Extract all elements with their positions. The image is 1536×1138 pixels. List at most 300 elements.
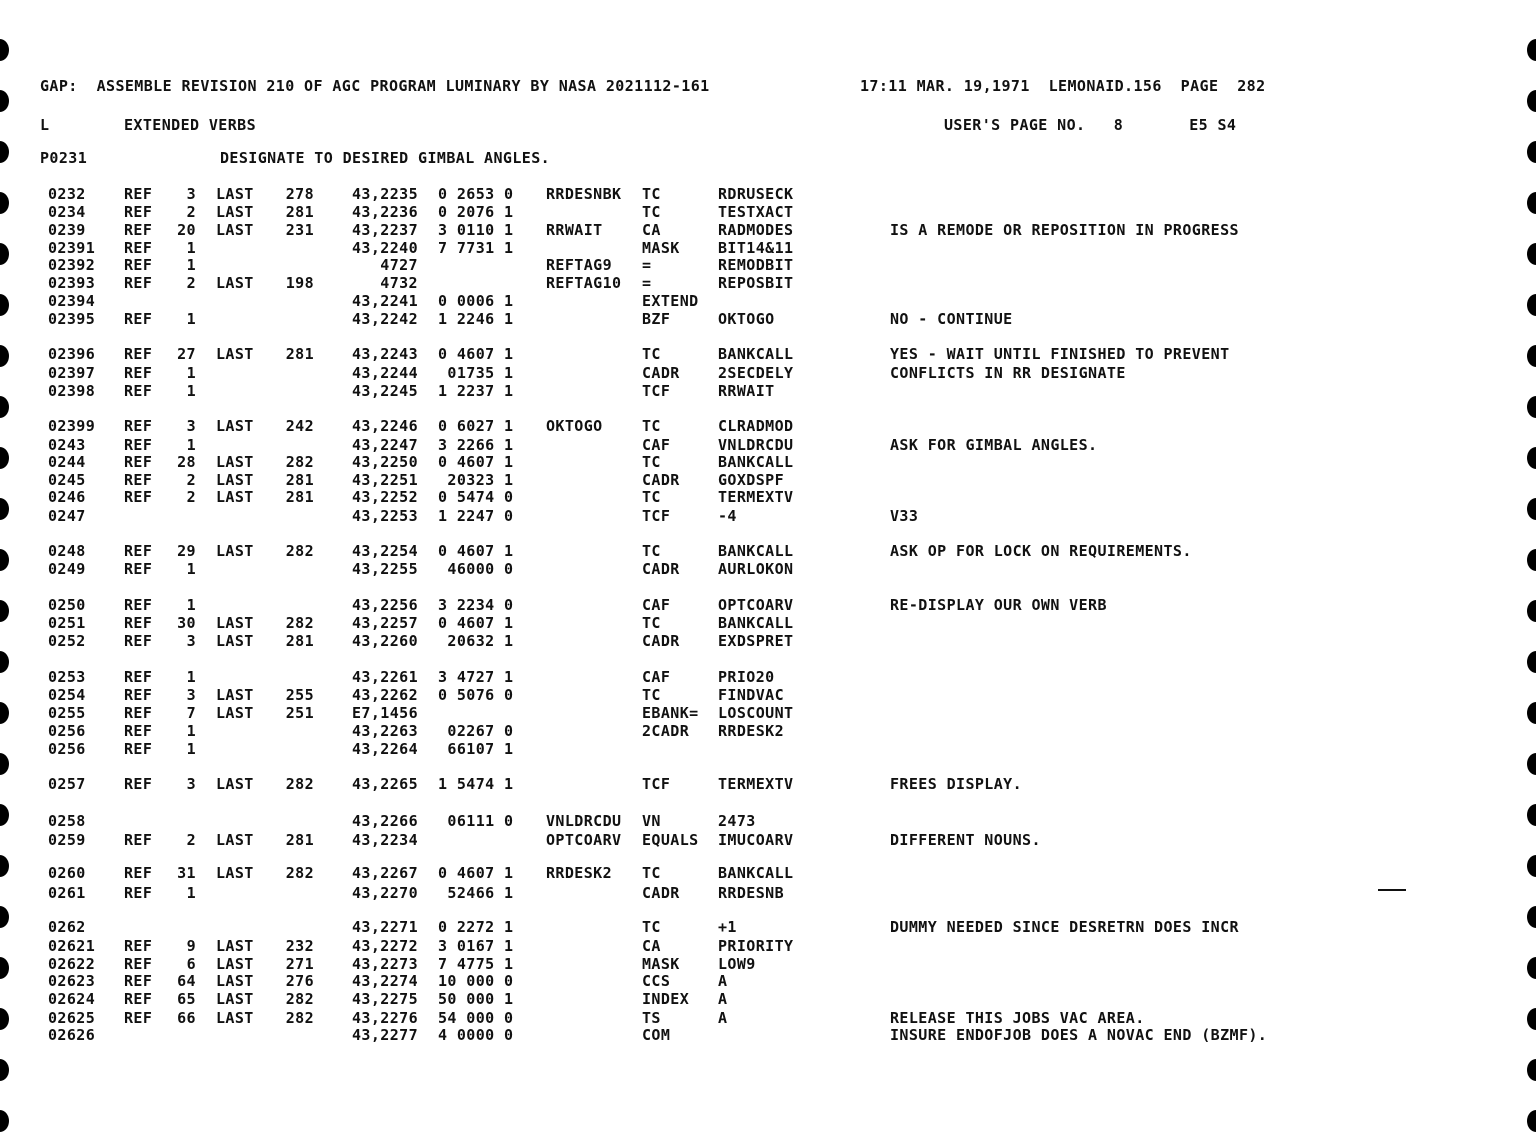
last-line: 231 bbox=[285, 221, 314, 239]
octal-code: 7 4775 1 bbox=[438, 955, 514, 973]
address: 43,2275 bbox=[351, 990, 418, 1008]
listing-row bbox=[0, 185, 1536, 203]
opcode: TC bbox=[642, 864, 661, 882]
octal-code: 0 4607 1 bbox=[438, 864, 514, 882]
line-number: 0234 bbox=[48, 203, 86, 221]
operand: AURLOKON bbox=[718, 560, 794, 578]
opcode: CA bbox=[642, 221, 661, 239]
opcode: TCF bbox=[642, 507, 671, 525]
octal-code: 3 0110 1 bbox=[438, 221, 514, 239]
opcode: CADR bbox=[642, 471, 680, 489]
address: 43,2255 bbox=[351, 560, 418, 578]
operand: VNLDRCDU bbox=[718, 436, 794, 454]
opcode: CADR bbox=[642, 364, 680, 382]
opcode: = bbox=[642, 274, 652, 292]
operand: BANKCALL bbox=[718, 614, 794, 632]
line-number: 02626 bbox=[48, 1026, 96, 1044]
octal-code: 0 2272 1 bbox=[438, 918, 514, 936]
label: OPTCOARV bbox=[546, 831, 622, 849]
octal-code: 06111 0 bbox=[438, 812, 514, 830]
address: 43,2257 bbox=[351, 614, 418, 632]
last-keyword: LAST bbox=[216, 542, 254, 560]
listing-timestamp-page: 17:11 MAR. 19,1971 LEMONAID.156 PAGE 282 bbox=[860, 77, 1266, 95]
ref-count: 2 bbox=[186, 471, 196, 489]
opcode: EXTEND bbox=[642, 292, 699, 310]
ref-keyword: REF bbox=[124, 937, 153, 955]
line-number: 02393 bbox=[48, 274, 96, 292]
last-line: 255 bbox=[285, 686, 314, 704]
line-number: 0246 bbox=[48, 488, 86, 506]
listing-row bbox=[0, 488, 1536, 506]
opcode: BZF bbox=[642, 310, 671, 328]
ref-count: 1 bbox=[186, 310, 196, 328]
last-line: 281 bbox=[285, 831, 314, 849]
opcode: 2CADR bbox=[642, 722, 690, 740]
ref-keyword: REF bbox=[124, 256, 153, 274]
opcode: VN bbox=[642, 812, 661, 830]
listing-row bbox=[0, 812, 1536, 830]
last-keyword: LAST bbox=[216, 704, 254, 722]
ref-keyword: REF bbox=[124, 614, 153, 632]
octal-code: 20632 1 bbox=[438, 632, 514, 650]
octal-code: 50 000 1 bbox=[438, 990, 514, 1008]
listing-row bbox=[0, 596, 1536, 614]
feed-hole bbox=[0, 141, 9, 163]
operand: RRWAIT bbox=[718, 382, 775, 400]
feed-hole bbox=[1527, 39, 1536, 61]
listing-row bbox=[0, 239, 1536, 257]
line-number: 02397 bbox=[48, 364, 96, 382]
ref-keyword: REF bbox=[124, 704, 153, 722]
feed-hole bbox=[0, 1059, 9, 1081]
ref-count: 7 bbox=[186, 704, 196, 722]
feed-hole bbox=[0, 39, 9, 61]
ref-count: 30 bbox=[177, 614, 196, 632]
ref-keyword: REF bbox=[124, 345, 153, 363]
line-number: 0243 bbox=[48, 436, 86, 454]
line-number: 02625 bbox=[48, 1009, 96, 1027]
last-line: 281 bbox=[285, 471, 314, 489]
line-number: 0232 bbox=[48, 185, 86, 203]
operand: RRDESK2 bbox=[718, 722, 785, 740]
ref-count: 3 bbox=[186, 185, 196, 203]
ref-keyword: REF bbox=[124, 632, 153, 650]
address: 43,2247 bbox=[351, 436, 418, 454]
octal-code: 10 000 0 bbox=[438, 972, 514, 990]
address: 43,2235 bbox=[351, 185, 418, 203]
line-number: 0250 bbox=[48, 596, 86, 614]
operand: BANKCALL bbox=[718, 542, 794, 560]
last-keyword: LAST bbox=[216, 955, 254, 973]
opcode: EBANK= bbox=[642, 704, 699, 722]
last-keyword: LAST bbox=[216, 686, 254, 704]
line-number: 02623 bbox=[48, 972, 96, 990]
line-number: 0254 bbox=[48, 686, 86, 704]
operand: BANKCALL bbox=[718, 453, 794, 471]
last-line: 232 bbox=[285, 937, 314, 955]
address: 43,2272 bbox=[351, 937, 418, 955]
line-number: 02396 bbox=[48, 345, 96, 363]
operand: A bbox=[718, 972, 728, 990]
address: 43,2253 bbox=[351, 507, 418, 525]
feed-hole bbox=[1527, 90, 1536, 112]
octal-code: 52466 1 bbox=[438, 884, 514, 902]
last-line: 278 bbox=[285, 185, 314, 203]
octal-code: 66107 1 bbox=[438, 740, 514, 758]
last-keyword: LAST bbox=[216, 831, 254, 849]
last-line: 198 bbox=[285, 274, 314, 292]
octal-code: 3 2266 1 bbox=[438, 436, 514, 454]
ref-keyword: REF bbox=[124, 668, 153, 686]
last-keyword: LAST bbox=[216, 417, 254, 435]
ref-count: 2 bbox=[186, 831, 196, 849]
ref-keyword: REF bbox=[124, 417, 153, 435]
listing-row bbox=[0, 632, 1536, 650]
ref-count: 3 bbox=[186, 632, 196, 650]
address: 43,2273 bbox=[351, 955, 418, 973]
address: 43,2251 bbox=[351, 471, 418, 489]
comment: ASK OP FOR LOCK ON REQUIREMENTS. bbox=[890, 542, 1192, 560]
ref-keyword: REF bbox=[124, 239, 153, 257]
opcode: TC bbox=[642, 614, 661, 632]
ref-keyword: REF bbox=[124, 990, 153, 1008]
last-line: 282 bbox=[285, 990, 314, 1008]
operand: PRIO20 bbox=[718, 668, 775, 686]
listing-row bbox=[0, 345, 1536, 363]
ref-keyword: REF bbox=[124, 310, 153, 328]
listing-row bbox=[0, 471, 1536, 489]
operand: +1 bbox=[718, 918, 737, 936]
label: VNLDRCDU bbox=[546, 812, 622, 830]
ref-count: 27 bbox=[177, 345, 196, 363]
octal-code: 02267 0 bbox=[438, 722, 514, 740]
operand: IMUCOARV bbox=[718, 831, 794, 849]
operand: 2SECDELY bbox=[718, 364, 794, 382]
opcode: MASK bbox=[642, 239, 680, 257]
opcode: COM bbox=[642, 1026, 671, 1044]
ref-count: 1 bbox=[186, 596, 196, 614]
listing-row bbox=[0, 972, 1536, 990]
last-keyword: LAST bbox=[216, 937, 254, 955]
last-keyword: LAST bbox=[216, 471, 254, 489]
listing-row bbox=[0, 274, 1536, 292]
listing-row bbox=[0, 918, 1536, 936]
last-line: 282 bbox=[285, 614, 314, 632]
line-number: 02391 bbox=[48, 239, 96, 257]
ref-count: 1 bbox=[186, 740, 196, 758]
last-keyword: LAST bbox=[216, 775, 254, 793]
operand: GOXDSPF bbox=[718, 471, 785, 489]
opcode: INDEX bbox=[642, 990, 690, 1008]
octal-code: 0 6027 1 bbox=[438, 417, 514, 435]
opcode: CAF bbox=[642, 668, 671, 686]
comment: FREES DISPLAY. bbox=[890, 775, 1023, 793]
operand: LOW9 bbox=[718, 955, 756, 973]
octal-code: 7 7731 1 bbox=[438, 239, 514, 257]
ref-keyword: REF bbox=[124, 1009, 153, 1027]
address: 43,2270 bbox=[351, 884, 418, 902]
ref-count: 1 bbox=[186, 884, 196, 902]
ref-keyword: REF bbox=[124, 560, 153, 578]
ref-count: 1 bbox=[186, 364, 196, 382]
line-number: 02621 bbox=[48, 937, 96, 955]
listing-row bbox=[0, 310, 1536, 328]
comment: RE-DISPLAY OUR OWN VERB bbox=[890, 596, 1107, 614]
listing-row bbox=[0, 542, 1536, 560]
octal-code: 1 2247 0 bbox=[438, 507, 514, 525]
octal-code: 0 0006 1 bbox=[438, 292, 514, 310]
ref-count: 28 bbox=[177, 453, 196, 471]
opcode: CAF bbox=[642, 436, 671, 454]
octal-code: 20323 1 bbox=[438, 471, 514, 489]
operand: RRDESNB bbox=[718, 884, 785, 902]
operand: TERMEXTV bbox=[718, 775, 794, 793]
address: 4732 bbox=[380, 274, 418, 292]
comment: NO - CONTINUE bbox=[890, 310, 1013, 328]
listing-header: GAP: ASSEMBLE REVISION 210 OF AGC PROGRAM LUMINARY BY NASA 2021112-161 bbox=[40, 77, 710, 95]
listing-row bbox=[0, 417, 1536, 435]
operand: OKTOGO bbox=[718, 310, 775, 328]
octal-code: 0 4607 1 bbox=[438, 614, 514, 632]
opcode: TC bbox=[642, 345, 661, 363]
line-number: 0252 bbox=[48, 632, 86, 650]
operand: TERMEXTV bbox=[718, 488, 794, 506]
feed-hole bbox=[1527, 141, 1536, 163]
opcode: CA bbox=[642, 937, 661, 955]
last-keyword: LAST bbox=[216, 864, 254, 882]
opcode: TC bbox=[642, 203, 661, 221]
line-number: 0257 bbox=[48, 775, 86, 793]
line-number: 0258 bbox=[48, 812, 86, 830]
address: 43,2237 bbox=[351, 221, 418, 239]
ref-keyword: REF bbox=[124, 740, 153, 758]
address: 43,2267 bbox=[351, 864, 418, 882]
address: 43,2240 bbox=[351, 239, 418, 257]
ref-keyword: REF bbox=[124, 722, 153, 740]
last-line: 281 bbox=[285, 345, 314, 363]
listing-row bbox=[0, 614, 1536, 632]
opcode: CADR bbox=[642, 884, 680, 902]
address: 43,2244 bbox=[351, 364, 418, 382]
last-keyword: LAST bbox=[216, 632, 254, 650]
comment: DUMMY NEEDED SINCE DESRETRN DOES INCR bbox=[890, 918, 1239, 936]
listing-row bbox=[0, 453, 1536, 471]
ref-keyword: REF bbox=[124, 955, 153, 973]
line-number: 0247 bbox=[48, 507, 86, 525]
last-line: 276 bbox=[285, 972, 314, 990]
ref-keyword: REF bbox=[124, 686, 153, 704]
last-keyword: LAST bbox=[216, 990, 254, 1008]
operand: A bbox=[718, 1009, 728, 1027]
last-keyword: LAST bbox=[216, 221, 254, 239]
operand: RDRUSECK bbox=[718, 185, 794, 203]
ref-keyword: REF bbox=[124, 884, 153, 902]
opcode: TCF bbox=[642, 382, 671, 400]
line-number: 0256 bbox=[48, 722, 86, 740]
comment: ASK FOR GIMBAL ANGLES. bbox=[890, 436, 1098, 454]
opcode: = bbox=[642, 256, 652, 274]
listing-row bbox=[0, 507, 1536, 525]
octal-code: 1 2237 1 bbox=[438, 382, 514, 400]
listing-row bbox=[0, 292, 1536, 310]
line-number: 0261 bbox=[48, 884, 86, 902]
listing-row bbox=[0, 937, 1536, 955]
label: RRDESK2 bbox=[546, 864, 613, 882]
ref-keyword: REF bbox=[124, 185, 153, 203]
operand: CLRADMOD bbox=[718, 417, 794, 435]
octal-code: 4 0000 0 bbox=[438, 1026, 514, 1044]
address: 43,2263 bbox=[351, 722, 418, 740]
listing-row bbox=[0, 560, 1536, 578]
listing-row bbox=[0, 884, 1536, 902]
last-keyword: LAST bbox=[216, 453, 254, 471]
ref-count: 1 bbox=[186, 256, 196, 274]
last-keyword: LAST bbox=[216, 185, 254, 203]
listing-subtitle: EXTENDED VERBS bbox=[124, 116, 257, 134]
opcode: TC bbox=[642, 417, 661, 435]
feed-hole bbox=[0, 90, 9, 112]
operand: 2473 bbox=[718, 812, 756, 830]
listing-row bbox=[0, 203, 1536, 221]
ref-count: 31 bbox=[177, 864, 196, 882]
opcode: TS bbox=[642, 1009, 661, 1027]
address: 43,2271 bbox=[351, 918, 418, 936]
opcode: TC bbox=[642, 918, 661, 936]
last-line: 242 bbox=[285, 417, 314, 435]
ref-count: 6 bbox=[186, 955, 196, 973]
opcode: CADR bbox=[642, 632, 680, 650]
octal-code: 3 0167 1 bbox=[438, 937, 514, 955]
octal-code: 0 4607 1 bbox=[438, 542, 514, 560]
address: 43,2265 bbox=[351, 775, 418, 793]
ref-keyword: REF bbox=[124, 203, 153, 221]
label: RRWAIT bbox=[546, 221, 603, 239]
operand: LOSCOUNT bbox=[718, 704, 794, 722]
octal-code: 0 2653 0 bbox=[438, 185, 514, 203]
address: 43,2250 bbox=[351, 453, 418, 471]
ref-count: 20 bbox=[177, 221, 196, 239]
last-keyword: LAST bbox=[216, 614, 254, 632]
octal-code: 01735 1 bbox=[438, 364, 514, 382]
comment: YES - WAIT UNTIL FINISHED TO PREVENT bbox=[890, 345, 1230, 363]
line-number: 02394 bbox=[48, 292, 96, 310]
address: 43,2264 bbox=[351, 740, 418, 758]
octal-code: 46000 0 bbox=[438, 560, 514, 578]
ref-count: 65 bbox=[177, 990, 196, 1008]
octal-code: 54 000 0 bbox=[438, 1009, 514, 1027]
opcode: CAF bbox=[642, 596, 671, 614]
label: REFTAG9 bbox=[546, 256, 613, 274]
opcode: TC bbox=[642, 542, 661, 560]
ref-count: 3 bbox=[186, 775, 196, 793]
comment: INSURE ENDOFJOB DOES A NOVAC END (BZMF). bbox=[890, 1026, 1268, 1044]
operand: REMODBIT bbox=[718, 256, 794, 274]
opcode: CADR bbox=[642, 560, 680, 578]
last-line: 281 bbox=[285, 632, 314, 650]
address: 43,2243 bbox=[351, 345, 418, 363]
ref-count: 66 bbox=[177, 1009, 196, 1027]
label: RRDESNBK bbox=[546, 185, 622, 203]
listing-marker: L bbox=[40, 116, 50, 134]
comment: CONFLICTS IN RR DESIGNATE bbox=[890, 364, 1126, 382]
address: 43,2262 bbox=[351, 686, 418, 704]
ref-keyword: REF bbox=[124, 471, 153, 489]
operand: PRIORITY bbox=[718, 937, 794, 955]
ref-keyword: REF bbox=[124, 488, 153, 506]
last-keyword: LAST bbox=[216, 1009, 254, 1027]
listing-row bbox=[0, 864, 1536, 882]
operand: RADMODES bbox=[718, 221, 794, 239]
ref-count: 2 bbox=[186, 274, 196, 292]
address: 43,2266 bbox=[351, 812, 418, 830]
address: E7,1456 bbox=[351, 704, 418, 722]
address: 43,2256 bbox=[351, 596, 418, 614]
last-line: 282 bbox=[285, 775, 314, 793]
line-number: 0253 bbox=[48, 668, 86, 686]
ref-count: 1 bbox=[186, 668, 196, 686]
listing-row bbox=[0, 686, 1536, 704]
listing-row bbox=[0, 221, 1536, 239]
last-line: 271 bbox=[285, 955, 314, 973]
address: 43,2234 bbox=[351, 831, 418, 849]
ref-count: 1 bbox=[186, 239, 196, 257]
address: 4727 bbox=[380, 256, 418, 274]
comment: V33 bbox=[890, 507, 919, 525]
address: 43,2261 bbox=[351, 668, 418, 686]
ref-keyword: REF bbox=[124, 382, 153, 400]
line-number: 0256 bbox=[48, 740, 86, 758]
ref-keyword: REF bbox=[124, 542, 153, 560]
line-number: 0255 bbox=[48, 704, 86, 722]
ref-keyword: REF bbox=[124, 274, 153, 292]
operand: FINDVAC bbox=[718, 686, 785, 704]
address: 43,2260 bbox=[351, 632, 418, 650]
line-number: 02392 bbox=[48, 256, 96, 274]
line-number: 0248 bbox=[48, 542, 86, 560]
last-line: 282 bbox=[285, 1009, 314, 1027]
ref-keyword: REF bbox=[124, 864, 153, 882]
opcode: MASK bbox=[642, 955, 680, 973]
address: 43,2242 bbox=[351, 310, 418, 328]
line-number: 02398 bbox=[48, 382, 96, 400]
octal-code: 3 4727 1 bbox=[438, 668, 514, 686]
opcode: EQUALS bbox=[642, 831, 699, 849]
ref-keyword: REF bbox=[124, 364, 153, 382]
listing-row bbox=[0, 1009, 1536, 1027]
last-line: 282 bbox=[285, 453, 314, 471]
octal-code: 0 5474 0 bbox=[438, 488, 514, 506]
opcode: TC bbox=[642, 686, 661, 704]
address: 43,2246 bbox=[351, 417, 418, 435]
ref-keyword: REF bbox=[124, 972, 153, 990]
ref-keyword: REF bbox=[124, 453, 153, 471]
listing-row bbox=[0, 740, 1536, 758]
operand: BANKCALL bbox=[718, 864, 794, 882]
last-keyword: LAST bbox=[216, 274, 254, 292]
octal-code: 1 2246 1 bbox=[438, 310, 514, 328]
ref-count: 29 bbox=[177, 542, 196, 560]
ref-keyword: REF bbox=[124, 436, 153, 454]
feed-hole bbox=[1527, 1059, 1536, 1081]
line-number: 0249 bbox=[48, 560, 86, 578]
octal-code: 0 4607 1 bbox=[438, 345, 514, 363]
users-page-number: USER'S PAGE NO. 8 E5 S4 bbox=[944, 116, 1237, 134]
listing-row bbox=[0, 364, 1536, 382]
section-id: P0231 bbox=[40, 149, 88, 167]
opcode: CCS bbox=[642, 972, 671, 990]
line-number: 0245 bbox=[48, 471, 86, 489]
line-number: 0260 bbox=[48, 864, 86, 882]
